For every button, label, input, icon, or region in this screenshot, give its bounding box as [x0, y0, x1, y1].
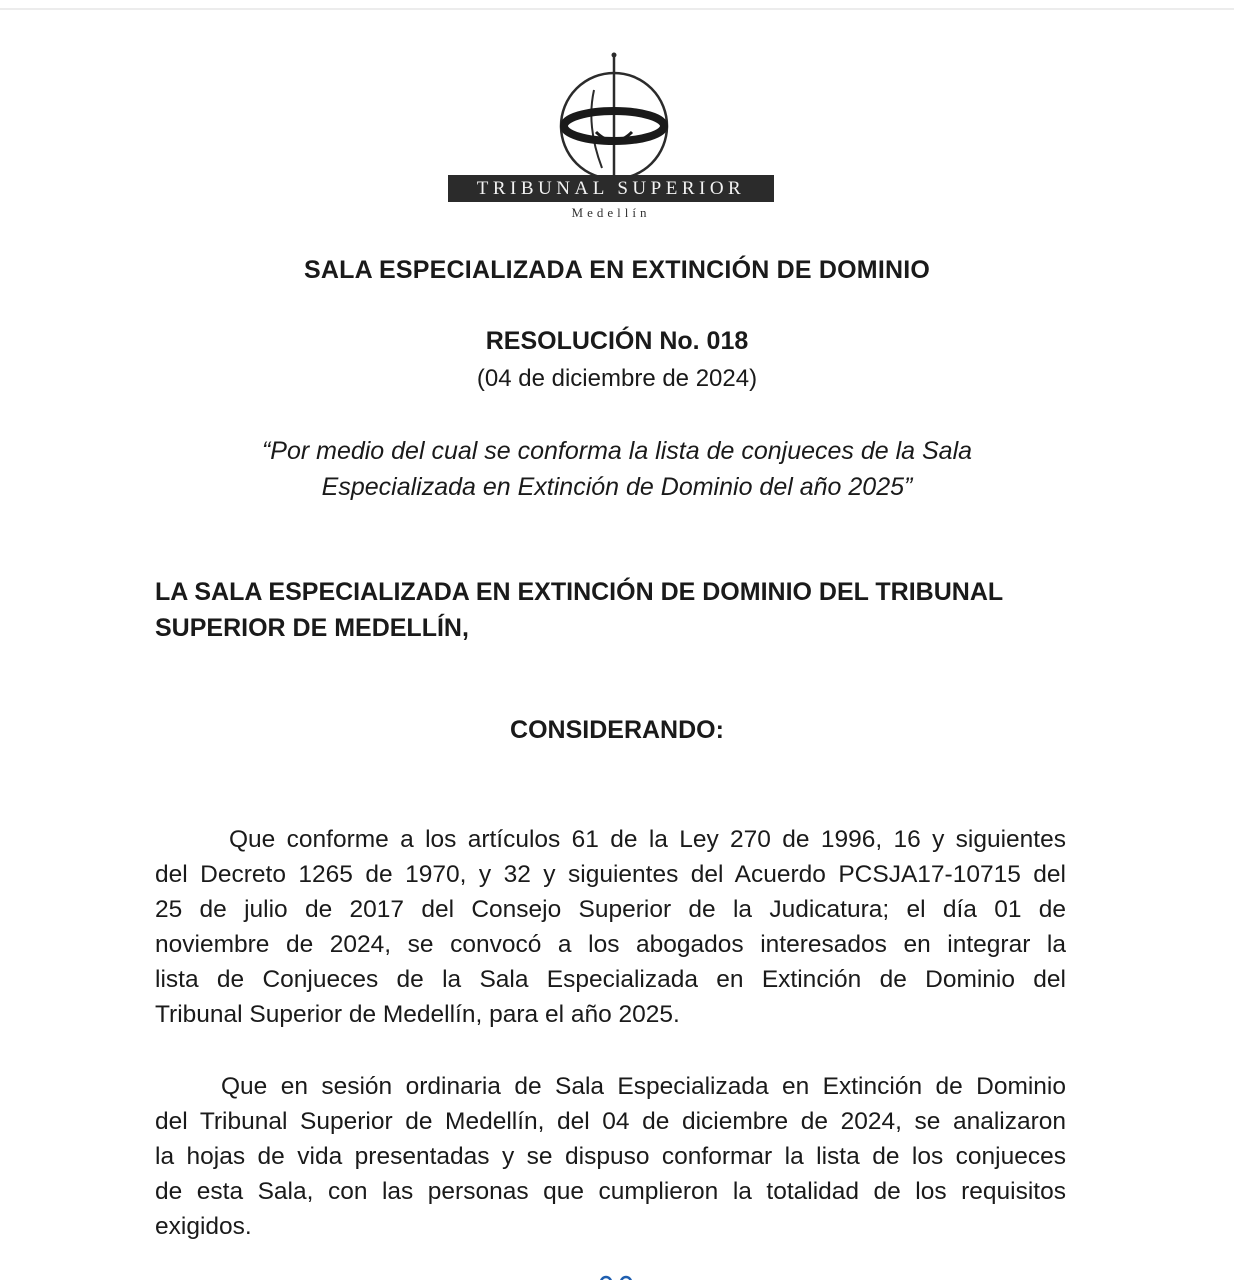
paragraph-1 [155, 822, 1066, 1032]
paragraph-line: Que en sesión ordinaria de Sala Especializada en Extinción de Dominio [221, 1073, 1066, 1100]
issuing-body-line: SUPERIOR DE MEDELLÍN, [155, 614, 469, 642]
resolution-date: (04 de diciembre de 2024) [476, 365, 758, 392]
logo-band-text: TRIBUNAL SUPERIOR [476, 177, 746, 199]
subject-line: “Por medio del cual se conforma la lista de conjueces de la Sala [261, 437, 973, 465]
paragraph-line: de esta Sala, con las personas que cumplieron la totalidad de los requisitos [155, 1178, 1066, 1205]
paragraph-line: 25 de julio de 2017 del Consejo Superior de la Judicatura; el día 01 de [155, 896, 1066, 923]
globe-emblem-icon [446, 50, 776, 180]
sala-heading: SALA ESPECIALIZADA EN EXTINCIÓN DE DOMINIO [303, 256, 931, 284]
resolution-number: RESOLUCIÓN No. 018 [485, 327, 749, 355]
paragraph-line: lista de Conjueces de la Sala Especializada en Extinción de Dominio del [155, 966, 1066, 993]
logo-band [448, 175, 774, 202]
resolution-subject [0, 433, 1234, 505]
issuing-body-line: LA SALA ESPECIALIZADA EN EXTINCIÓN DE DOMINIO DEL TRIBUNAL [155, 578, 1004, 606]
paragraph-line: del Tribunal Superior de Medellín, del 04 de diciembre de 2024, se analizaron [155, 1108, 1066, 1135]
paragraph-line: Que conforme a los artículos 61 de la Ley 270 de 1996, 16 y siguientes [229, 826, 1066, 853]
logo-city: Medellín [571, 205, 651, 220]
considerando-heading: CONSIDERANDO: [510, 716, 724, 744]
top-rule [0, 8, 1234, 10]
paragraph-line: la hojas de vida presentadas y se dispuso conformar la lista de los conjueces [155, 1143, 1066, 1170]
paragraph-line: exigidos. [155, 1213, 252, 1240]
paragraph-line: Tribunal Superior de Medellín, para el año 2025. [155, 1001, 680, 1028]
tribunal-logo [446, 50, 776, 226]
paragraph-line: del Decreto 1265 de 1970, y 32 y siguientes del Acuerdo PCSJA17-10715 del [155, 861, 1066, 888]
paragraph-2 [155, 1069, 1066, 1244]
page-continuation-mark [596, 1272, 636, 1280]
paragraph-line: noviembre de 2024, se convocó a los abogados interesados en integrar la [155, 931, 1066, 958]
issuing-body [155, 574, 1085, 646]
subject-line: Especializada en Extinción de Dominio del año 2025” [321, 473, 913, 501]
